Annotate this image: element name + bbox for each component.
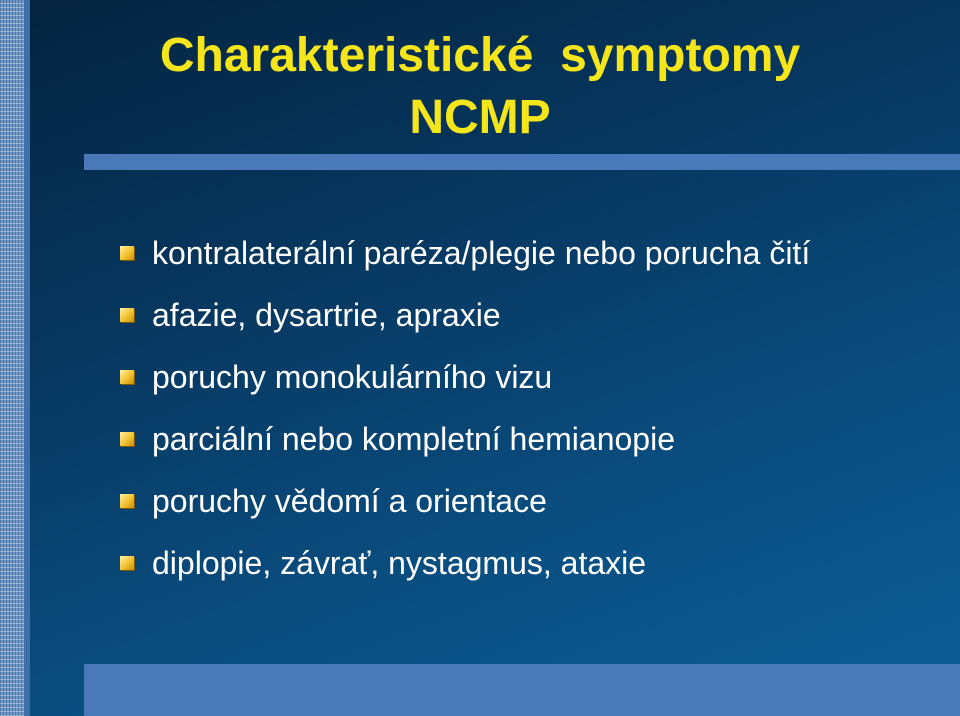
bullet-text: parciální nebo kompletní hemianopie	[152, 420, 675, 457]
slide-title-line-2: NCMP	[409, 91, 551, 144]
bullet-list	[120, 222, 810, 594]
title-divider-bar	[84, 154, 960, 170]
slide-title-line-1: Charakteristické symptomy	[159, 29, 801, 82]
bullet-text: poruchy vědomí a orientace	[152, 482, 547, 519]
bullet-item	[120, 222, 810, 284]
yellow-square-bullet-icon	[120, 308, 134, 322]
yellow-square-bullet-icon	[120, 370, 134, 384]
footer-bar	[84, 664, 960, 716]
bullet-text: diplopie, závrať, nystagmus, ataxie	[152, 544, 647, 581]
bullet-item	[120, 532, 810, 594]
yellow-square-bullet-icon	[120, 432, 134, 446]
yellow-square-bullet-icon	[120, 494, 134, 508]
bullet-item	[120, 470, 810, 532]
yellow-square-bullet-icon	[120, 556, 134, 570]
bullet-item	[120, 408, 810, 470]
bullet-item	[120, 346, 810, 408]
bullet-item	[120, 284, 810, 346]
bullet-text: poruchy monokulárního vizu	[152, 358, 553, 395]
yellow-square-bullet-icon	[120, 246, 134, 260]
bullet-text: afazie, dysartrie, apraxie	[152, 296, 501, 333]
bullet-text: kontralaterální paréza/plegie nebo porucha čití	[152, 234, 811, 271]
